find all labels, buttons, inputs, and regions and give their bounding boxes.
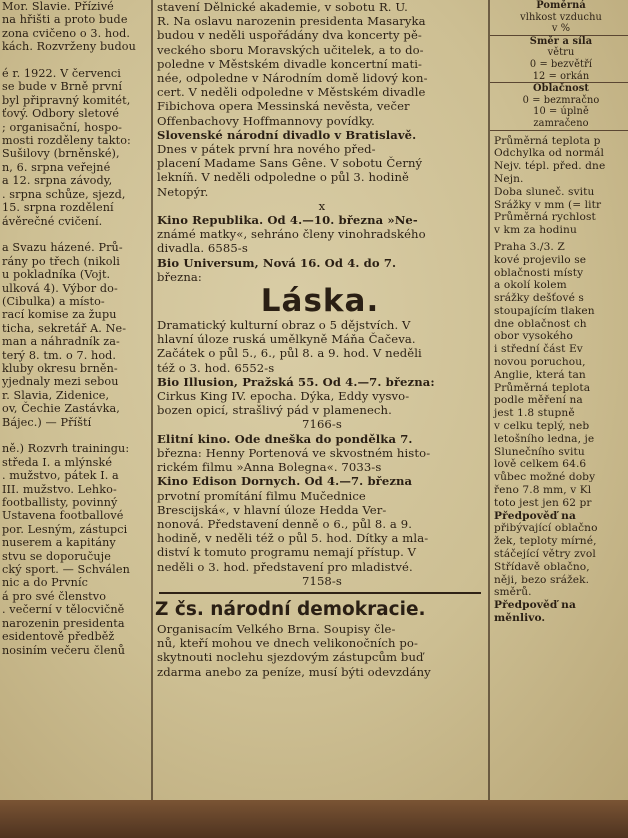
weather-cell-line: větru <box>547 47 575 59</box>
article-line: Dnes v pátek první hra nového před- <box>157 142 376 157</box>
column-text-line: stvu se doporučuje <box>2 549 111 563</box>
column-text-line: (Cibulka) a místo- <box>2 294 105 308</box>
column-text-line: nic a do Prvníc <box>2 576 89 590</box>
middle-column <box>153 0 487 679</box>
article-line: zdarma anebo za peníze, musí býti odevzdány <box>157 664 431 679</box>
cinema-listing-line: 7166-s <box>302 417 342 432</box>
left-column <box>0 0 150 657</box>
weather-list-line: Odchylka od normál <box>494 147 605 160</box>
column-text-line: ně.) Rozvrh trainingu: <box>2 442 130 456</box>
cinema-listing-line: bozen opicí, strašlivý pád v plamenech. <box>157 403 392 418</box>
column-text-line: 15. srpna rozdělení <box>2 201 114 215</box>
weather-cell-line: 10 = úplně <box>533 106 589 118</box>
cinema-listing-line: března: Henny Portenová ve skvostném histo- <box>157 445 431 460</box>
cinema-listing-line: rickém filmu »Anna Bolegna«. 7033-s <box>157 460 382 475</box>
cinema-listing-line: známé matky«, sehráno členy vinohradského <box>157 227 426 242</box>
weather-list-line: v km za hodinu <box>494 224 577 237</box>
column-text-line: á pro své členstvo <box>2 589 107 603</box>
forecast-line: Anglie, která tan <box>494 368 586 381</box>
forecast-line: stoupajícím tlaken <box>494 304 595 317</box>
cinema-listing-line: neděli o 3. hod. představení pro mladistvé. <box>157 559 413 574</box>
column-text-line: nosiním večeru členů <box>2 643 126 657</box>
column-text-line: rací komise za župu <box>2 308 117 322</box>
article-line: budou v neděli uspořádány dva koncerty pě- <box>157 28 422 43</box>
forecast-line: dne oblačnost ch <box>494 317 587 330</box>
column-text-line: por. Lesným, zástupci <box>2 522 128 536</box>
article-line: Offenbachovy Hoffmannovy povídky. <box>157 113 375 128</box>
column-text-line: a Svazu házené. Prů- <box>2 241 123 255</box>
article-line: cert. V neděli odpoledne v Městském divadle <box>157 85 426 100</box>
forecast-line: oblačnosti místy <box>494 266 584 279</box>
column-text-line: ťový. Odbory sletové <box>2 107 120 121</box>
column-text-line: III. mužstvo. Lehko- <box>2 482 117 496</box>
section-title: Z čs. národní demokracie. <box>155 598 426 620</box>
forecast-line: směrů. <box>494 586 532 599</box>
column-text-line: nuserem a kapitány <box>2 536 116 550</box>
cinema-listing-line: Kino Republika. Od 4.—10. března »Ne- <box>157 213 418 228</box>
forecast-line: kové projevilo se <box>494 253 587 266</box>
column-text-line: r. Slavia, Zidenice, <box>2 388 110 402</box>
article-line: Netopýr. <box>157 184 209 199</box>
column-text-line: zona cvičeno o 3. hod. <box>2 26 130 40</box>
weather-cell-line: Směr a síla <box>529 35 593 47</box>
forecast-line: Předpověď na <box>494 599 576 612</box>
column-text-line: se bude v Brně první <box>2 80 123 94</box>
column-text-line: ávěrečné cvičení. <box>2 214 103 228</box>
cinema-listing-line: též o 3. hod. 6552-s <box>157 360 275 375</box>
column-text-line: footballisty, povinný <box>2 496 118 510</box>
forecast-report <box>490 241 628 625</box>
column-text-line: . srpna schůze, sjezd, <box>2 187 126 201</box>
weather-list-line: Průměrná teplota p <box>494 134 601 147</box>
weather-cell-line: Poměrná <box>536 0 586 11</box>
column-text-line: . mužstvo, pátek I. a <box>2 469 119 483</box>
weather-table-row <box>490 83 628 130</box>
weather-cell-line: zamračeno <box>533 117 589 129</box>
separator-mark: x <box>318 198 326 213</box>
column-text-line: Mor. Slavie. Přízivé <box>2 0 114 13</box>
cinema-listing-line: hodině, v neděli též o půl 5. hod. Dítky a mla- <box>157 531 429 546</box>
cinema-listing-line: prvotní promítání filmu Mučednice <box>157 488 366 503</box>
column-text-line: ov, Čechie Zastávka, <box>2 402 120 416</box>
weather-cell-line: v % <box>551 23 571 35</box>
cinema-listing-line: Dramatický kulturní obraz o 5 dějstvích. V <box>157 318 411 333</box>
weather-list-line: Nejn. <box>494 172 524 185</box>
forecast-line: lově celkem 64.6 <box>494 458 587 471</box>
article-line: nů, kteří mohou ve dnech velikonočních po- <box>157 636 418 651</box>
right-column <box>490 0 628 625</box>
weather-cell-line: vlhkost vzduchu <box>520 11 602 23</box>
article-line: Slovenské národní divadlo v Bratislavě. <box>157 127 417 142</box>
column-text-line: yjednaly mezi sebou <box>2 375 119 389</box>
column-text-line <box>0 54 150 67</box>
cinema-listing-line: Začátek o půl 5., 6., půl 8. a 9. hod. V neděli <box>157 346 422 361</box>
column-text-line <box>0 429 150 442</box>
forecast-line: a okolí kolem <box>494 279 567 292</box>
cinema-listing-line: Kino Edison Dornych. Od 4.—7. března <box>157 474 413 489</box>
weather-list-line: Doba sluneč. svitu <box>494 185 595 198</box>
forecast-line: Slunečního svitu <box>494 445 585 458</box>
cinema-listing-line: diství k tomuto programu nemají přístup. V <box>157 545 417 560</box>
column-text-line: cký sport. — Schválen <box>2 563 130 577</box>
article-line: lekníň. V neděli odpoledne o půl 3. hodině <box>157 170 409 185</box>
cinema-listing-line: března: <box>157 269 202 284</box>
column-text-line: é r. 1922. V červenci <box>2 67 121 81</box>
cinema-listing-line: Cirkus King IV. epocha. Dýka, Eddy vysvo- <box>157 389 410 404</box>
section-rule <box>159 592 481 594</box>
article-line: stavení Dělnické akademie, v sobotu R. U. <box>157 0 408 14</box>
cinema-listing-line: Brescijská«, v hlavní úloze Hedda Ver- <box>157 502 387 517</box>
cinema-listing-line: hlavní úloze ruská umělkyně Máňa Čačeva. <box>157 332 416 347</box>
table-surface <box>0 800 628 838</box>
column-text-line: středa I. a mlýnské <box>2 455 113 469</box>
article-line: skytnouti noclehu sjezdovým zástupcům buď <box>157 650 424 665</box>
forecast-line: srážky dešťové s <box>494 292 584 305</box>
forecast-line: jest 1.8 stupně <box>494 407 575 420</box>
column-text-line: n, 6. srpna veřejné <box>2 160 111 174</box>
forecast-line: v celku teplý, neb <box>494 420 590 433</box>
weather-table-row <box>490 36 628 83</box>
article-line: Organisacím Velkého Brna. Soupisy čle- <box>157 621 396 636</box>
forecast-line: Praha 3./3. Z <box>494 240 565 253</box>
film-title-laska: Láska. <box>260 283 380 320</box>
column-text-line: Ustavena footballové <box>2 509 124 523</box>
column-text-line <box>0 228 150 241</box>
forecast-line: toto jest jen 62 pr <box>494 496 592 509</box>
forecast-line: vůbec možné doby <box>494 471 596 484</box>
cinema-listing-line: divadla. 6585-s <box>157 241 248 256</box>
column-text-line: ; organisační, hospo- <box>2 120 123 134</box>
column-text-line: Bájec.) — Příští <box>2 415 92 429</box>
cinema-listing-line: Bio Universum, Nová 16. Od 4. do 7. <box>157 255 397 270</box>
article-line: placení Madame Sans Gêne. V sobotu Černý <box>157 156 423 171</box>
cinema-listing-line: nonová. Představení denně o 6., půl 8. a 9. <box>157 516 412 531</box>
column-text-line: mosti rozděleny takto: <box>2 134 131 148</box>
weather-table-row <box>490 0 628 36</box>
column-text-line: Sušilovy (brněnské), <box>2 147 120 161</box>
forecast-line: letošního ledna, je <box>494 432 595 445</box>
forecast-line: obor vysokého <box>494 330 573 343</box>
column-text-line: na hřišti a proto bude <box>2 13 128 27</box>
column-text-line: esidentově předběž <box>2 630 115 644</box>
forecast-line: stáčející větry zvol <box>494 548 596 561</box>
article-line: Fibichova opera Messinská nevěsta, večer <box>157 99 410 114</box>
cinema-listing-line: Bio Illusion, Pražská 55. Od 4.—7. března: <box>157 374 435 389</box>
weather-cell-line: Oblačnost <box>532 83 590 95</box>
column-text-line: a 12. srpna závody, <box>2 174 113 188</box>
weather-cell-line: 0 = bezmračno <box>522 94 600 106</box>
weather-list <box>490 135 628 237</box>
forecast-line: podle měření na <box>494 394 583 407</box>
weather-cell-line: 12 = orkán <box>532 70 590 82</box>
column-text-line: byl připravný komitét, <box>2 93 131 107</box>
column-text-line: man a náhradník za- <box>2 335 120 349</box>
cinema-listing-line: 7158-s <box>302 573 342 588</box>
forecast-line: žek, teploty mírné, <box>494 535 597 548</box>
forecast-line: řeno 7.8 mm, v Kl <box>494 484 592 497</box>
column-text-line: kluby okresu brněn- <box>2 361 118 375</box>
weather-table <box>490 0 628 131</box>
article-line: née, odpoledne v Národním domě lidový kon- <box>157 71 428 86</box>
column-text-line: narozenin presidenta <box>2 616 125 630</box>
forecast-line: novou poruchou, <box>494 356 586 369</box>
forecast-line: Průměrná teplota <box>494 381 591 394</box>
column-text-line: u pokladníka (Vojt. <box>2 268 111 282</box>
forecast-line: Střídavě oblačno, <box>494 560 590 573</box>
column-text-line: . večerní v tělocvičně <box>2 603 125 617</box>
article-line: poledne v Městském divadle koncertní mati- <box>157 56 423 71</box>
weather-cell-line: 0 = bezvětří <box>529 58 593 70</box>
forecast-line: měnlivo. <box>494 612 546 625</box>
forecast-line: přibývající oblačno <box>494 522 598 535</box>
column-text-line: rány po třech (nikoli <box>2 254 120 268</box>
weather-list-line: Průměrná rychlost <box>494 211 596 224</box>
article-line: R. Na oslavu narozenin presidenta Masaryka <box>157 14 426 29</box>
column-text-line: terý 8. tm. o 7. hod. <box>2 348 117 362</box>
weather-list-line: Srážky v mm (= litr <box>494 198 602 211</box>
weather-list-line: Nejv. tépl. před. dne <box>494 160 606 173</box>
column-text-line: ticha, sekretář A. Ne- <box>2 321 127 335</box>
article-line: veckého sboru Moravských učitelek, a to do- <box>157 42 424 57</box>
forecast-line: něji, bezo srážek. <box>494 573 590 586</box>
column-text-line: kách. Rozvrženy budou <box>2 40 136 54</box>
forecast-line: Předpověď na <box>494 509 576 522</box>
forecast-line: i střední část Ev <box>494 343 583 356</box>
cinema-listing-line: Elitní kino. Ode dneška do pondělka 7. <box>157 431 413 446</box>
column-text-line: ulková 4). Výbor do- <box>2 281 118 295</box>
